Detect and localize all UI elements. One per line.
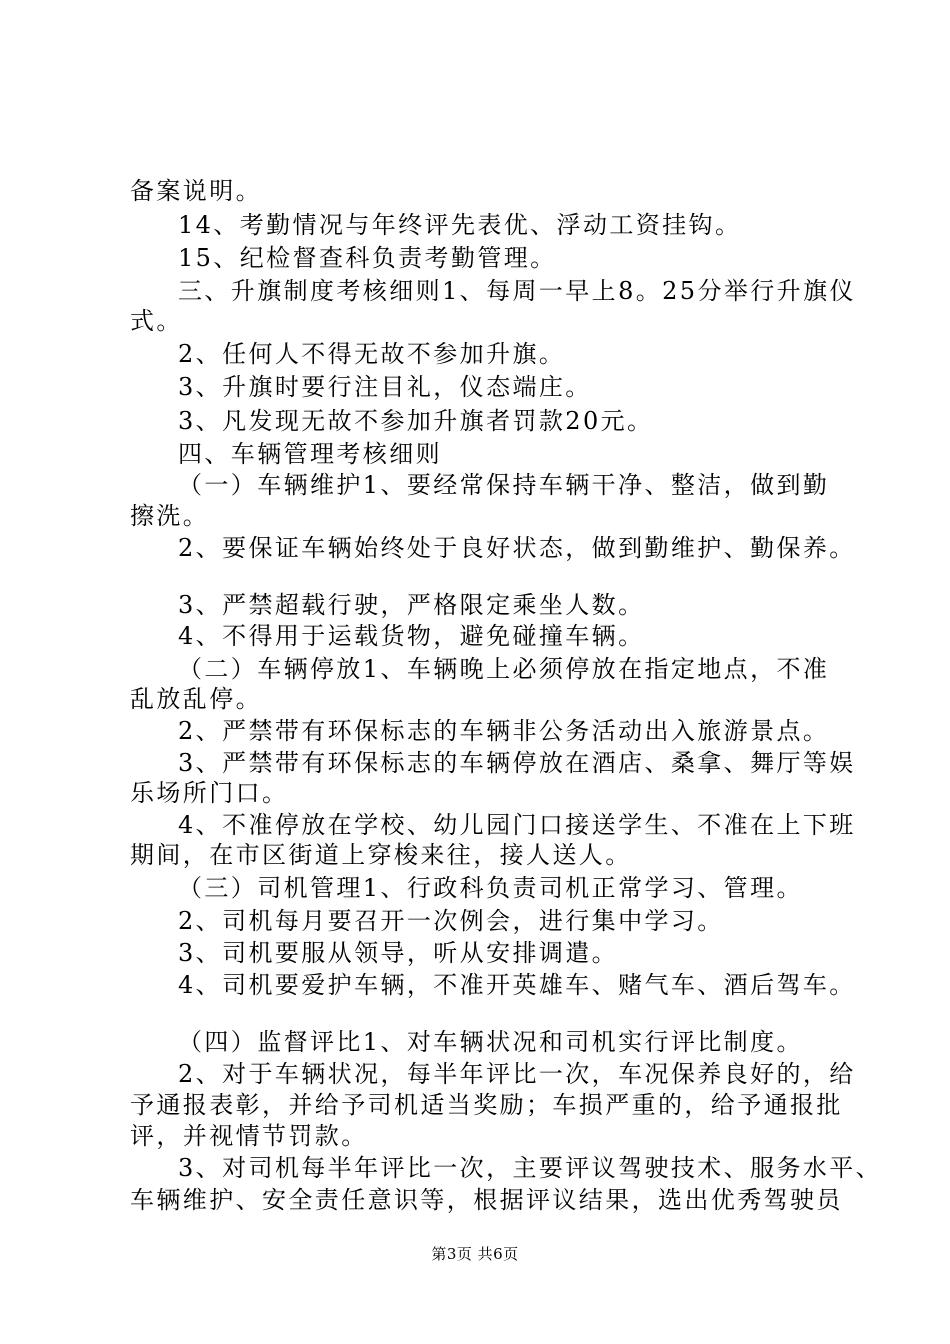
text-line: 3、严禁超载行驶，严格限定乘坐人数。 (178, 591, 645, 619)
text-line: 4、不准停放在学校、幼儿园门口接送学生、不准在上下班 (178, 811, 856, 839)
text-line: 车辆维护、安全责任意识等，根据评议结果，选出优秀驾驶员 (130, 1186, 843, 1214)
text-line: 15、纪检督查科负责考勤管理。 (178, 244, 557, 272)
text-line: （二）车辆停放1、车辆晚上必须停放在指定地点，不准 (178, 655, 830, 683)
text-line: 2、要保证车辆始终处于良好状态，做到勤维护、勤保养。 (178, 534, 856, 562)
text-line: 评，并视情节罚款。 (130, 1122, 368, 1150)
text-line: 2、任何人不得无故不参加升旗。 (178, 340, 566, 368)
text-line: 备案说明。 (130, 177, 262, 205)
text-line: 3、对司机每半年评比一次，主要评议驾驶技术、服务水平、 (178, 1154, 883, 1182)
text-line: （一）车辆维护1、要经常保持车辆干净、整洁，做到勤 (178, 471, 830, 499)
text-line: 乐场所门口。 (130, 779, 289, 807)
text-line: 三、升旗制度考核细则1、每周一早上8。25分举行升旗仪 (178, 277, 856, 305)
text-line: 14、考勤情况与年终评先表优、浮动工资挂钩。 (178, 211, 742, 239)
text-line: 3、升旗时要行注目礼，仪态端庄。 (178, 373, 592, 401)
text-line: 擦洗。 (130, 502, 210, 530)
text-line: 3、严禁带有环保标志的车辆停放在酒店、桑拿、舞厅等娱 (178, 749, 856, 777)
text-line: 乱放乱停。 (130, 685, 262, 713)
text-line: 3、司机要服从领导，听从安排调遣。 (178, 939, 619, 967)
text-line: 2、严禁带有环保标志的车辆非公务活动出入旅游景点。 (178, 717, 830, 745)
text-line: 予通报表彰，并给予司机适当奖励；车损严重的，给予通报批 (130, 1091, 843, 1119)
text-line: 2、对于车辆状况，每半年评比一次，车况保养良好的，给 (178, 1060, 856, 1088)
text-line: 4、司机要爱护车辆，不准开英雄车、赌气车、酒后驾车。 (178, 971, 856, 999)
text-line: 3、凡发现无故不参加升旗者罚款20元。 (178, 407, 654, 435)
text-line: （四）监督评比1、对车辆状况和司机实行评比制度。 (178, 1028, 803, 1056)
text-line: （三）司机管理1、行政科负责司机正常学习、管理。 (178, 874, 803, 902)
section-heading: 四、车辆管理考核细则 (178, 440, 442, 468)
text-line: 期间，在市区街道上穿梭来往，接人送人。 (130, 841, 632, 869)
text-line: 2、司机每月要召开一次例会，进行集中学习。 (178, 907, 724, 935)
page-number-footer: 第3页 共6页 (431, 1245, 519, 1263)
text-line: 式。 (130, 307, 183, 335)
text-line: 4、不得用于运载货物，避免碰撞车辆。 (178, 622, 645, 650)
